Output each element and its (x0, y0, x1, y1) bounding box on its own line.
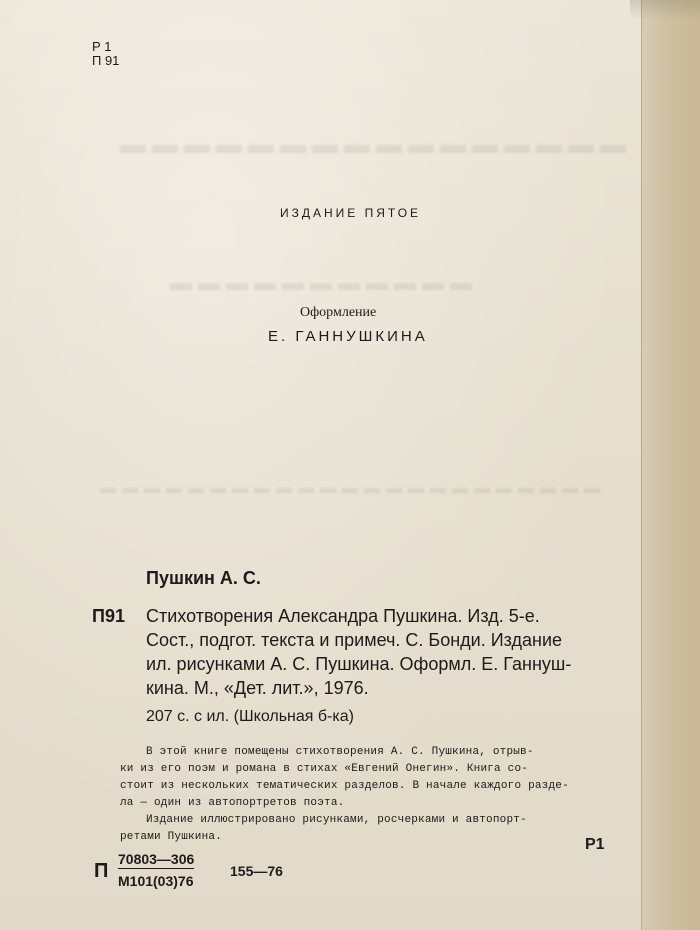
classmark: Р1 (585, 836, 605, 853)
catalog-description-line: ил. рисунками А. С. Пушкина. Оформл. Е. Ганнуш- (146, 654, 572, 674)
annotation-line: ла — один из автопортретов поэта. (120, 797, 345, 809)
bleed-through-band-2: ▬▬▬▬▬▬▬▬▬▬▬ (170, 270, 478, 295)
index-suffix: 155—76 (230, 863, 283, 879)
catalog-description-line: Сост., подгот. текста и примеч. С. Бонди. Издание (146, 630, 563, 650)
udk-code (92, 40, 119, 68)
index-letter: П (94, 860, 109, 882)
bleed-through-band-1: ▬▬▬▬▬▬▬▬▬▬▬▬▬▬▬▬ (120, 130, 632, 159)
next-page-edge (641, 0, 700, 930)
edition-label: ИЗДАНИЕ ПЯТОЕ (280, 206, 422, 220)
annotation-line: В этой книге помещены стихотворения А. С. Пушкина, отрыв- (146, 746, 534, 758)
bleed-through-band-3: ▬▬▬▬▬▬▬▬▬▬▬▬▬▬▬▬▬▬▬▬▬▬▬ (100, 480, 606, 497)
catalog-pages: 207 с. с ил. (Школьная б-ка) (146, 708, 354, 725)
udk-line-1: Р 1 (92, 39, 112, 54)
design-label: Оформление (300, 305, 377, 320)
catalog-description-line: кина. М., «Дет. лит.», 1976. (146, 678, 369, 698)
annotation-line: ки из его поэм и романа в стихах «Евгений Онегин». Книга со- (120, 763, 529, 775)
catalog-code: П91 (92, 606, 125, 626)
designer-name: Е. ГАННУШКИНА (268, 328, 428, 345)
annotation-line: ретами Пушкина. (120, 831, 223, 843)
index-denominator: М101(03)76 (118, 873, 194, 889)
annotation-line: Издание иллюстрировано рисунками, росчерками и автопорт- (146, 814, 527, 826)
catalog-description-line: Стихотворения Александра Пушкина. Изд. 5-е. (146, 606, 540, 626)
corner-shadow (630, 0, 700, 20)
index-numerator: 70803—306 (118, 851, 195, 867)
udk-line-2: П 91 (92, 53, 120, 68)
catalog-author: Пушкин А. С. (146, 568, 261, 588)
annotation-line: стоит из нескольких тематических разделов. В начале каждого разде- (120, 780, 569, 792)
